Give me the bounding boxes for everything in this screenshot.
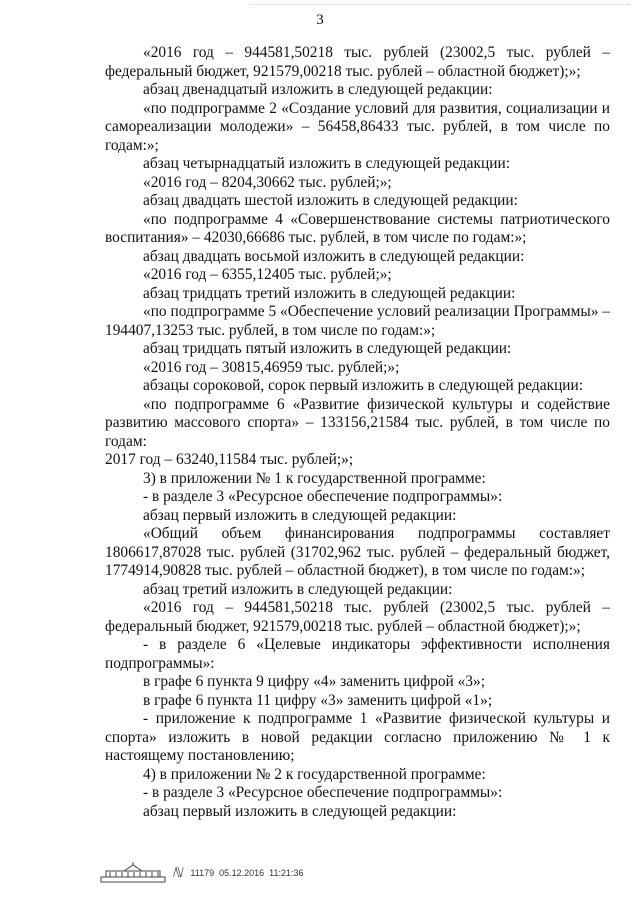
paragraph: «2016 год – 8204,30662 тыс. рублей;»; bbox=[143, 173, 392, 191]
paragraph: - приложение к подпрограмме 1 «Развитие физической культуры и спорта» изложить в новой редакции согласно приложению № 1 к настоящему постановлению; bbox=[105, 710, 610, 764]
paragraph: «2016 год – 6355,12405 тыс. рублей;»; bbox=[143, 266, 392, 283]
paragraph: абзац первый изложить в следующей редакции: bbox=[143, 802, 457, 820]
paragraph: - в разделе 6 «Целевые индикаторы эффективности исполнения подпрограммы»: bbox=[105, 636, 610, 672]
building-stamp-icon bbox=[100, 862, 166, 884]
paragraph: «по подпрограмме 4 «Совершенствование системы патриотического воспитания» – 42030,66686 тыс. рублей, в том числе по годам:»; bbox=[105, 210, 610, 246]
paragraph: абзац первый изложить в следующей редакции: bbox=[143, 506, 457, 524]
paragraph: «по подпрограмме 5 «Обеспечение условий реализации Программы» – 194407,13253 тыс. рублей, в том числе по годам:»; bbox=[105, 303, 610, 339]
paragraph: «2016 год – 30815,46959 тыс. рублей;»; bbox=[143, 358, 400, 376]
paragraph: «по подпрограмме 6 «Развитие физической культуры и содействие развитию массового спорта» – 133156,21584 тыс. рублей, в том числе по годам: bbox=[105, 395, 610, 450]
document-time: 11:21:36 bbox=[269, 868, 304, 878]
paragraph: «Общий объем финансирования подпрограммы составляет 1806617,87028 тыс. рублей (31702,962 тыс. рублей – федеральный бюджет, 1774914,90828 тыс. рублей – областной бюджет), в том числе по годам:»; bbox=[105, 525, 610, 579]
paragraph: - в разделе 3 «Ресурсное обеспечение подпрограммы»: bbox=[143, 784, 503, 801]
paragraph: 4) в приложении № 2 к государственной программе: bbox=[143, 765, 486, 783]
paragraph: «по подпрограмме 2 «Создание условий для развития, социализации и самореализации молодежи» – 56458,86433 тыс. рублей, в том числе по годам:»; bbox=[105, 99, 610, 154]
paragraph: абзац тридцать третий изложить в следующей редакции: bbox=[143, 284, 516, 302]
paragraph: абзац двадцать шестой изложить в следующей редакции: bbox=[143, 192, 518, 209]
paragraph: «2016 год – 944581,50218 тыс. рублей (23002,5 тыс. рублей – федеральный бюджет, 921579,00218 тыс. рублей – областной бюджет);»; bbox=[105, 599, 610, 635]
paragraph: «2016 год – 944581,50218 тыс. рублей (23002,5 тыс. рублей – федеральный бюджет, 921579,00218 тыс. рублей – областной бюджет);»; bbox=[105, 44, 610, 80]
paragraph: 3) в приложении № 1 к государственной программе: bbox=[143, 469, 486, 487]
paragraph: в графе 6 пункта 11 цифру «3» заменить цифрой «1»; bbox=[143, 691, 493, 709]
paragraph: 2017 год – 63240,11584 тыс. рублей;»; bbox=[105, 451, 354, 468]
page-number: 3 bbox=[316, 12, 324, 28]
document-body bbox=[105, 44, 610, 821]
paragraph: абзац двадцать восьмой изложить в следующей редакции: bbox=[143, 247, 525, 265]
paragraph: абзац четырнадцатый изложить в следующей редакции: bbox=[143, 155, 510, 172]
document-footer bbox=[100, 862, 309, 884]
paragraph: абзацы сороковой, сорок первый изложить в следующей редакции: bbox=[143, 377, 584, 394]
document-date: 05.12.2016 bbox=[219, 868, 265, 878]
document-number: 11179 bbox=[190, 868, 215, 878]
paragraph: абзац третий изложить в следующей редакции: bbox=[143, 580, 453, 598]
scan-artifact bbox=[250, 4, 630, 9]
document-mark: ℕ bbox=[172, 865, 183, 880]
paragraph: - в разделе 3 «Ресурсное обеспечение подпрограммы»: bbox=[143, 488, 503, 505]
paragraph: абзац двенадцатый изложить в следующей редакции: bbox=[143, 81, 493, 98]
paragraph: в графе 6 пункта 9 цифру «4» заменить цифрой «3»; bbox=[143, 673, 485, 690]
paragraph: абзац тридцать пятый изложить в следующей редакции: bbox=[143, 340, 512, 357]
